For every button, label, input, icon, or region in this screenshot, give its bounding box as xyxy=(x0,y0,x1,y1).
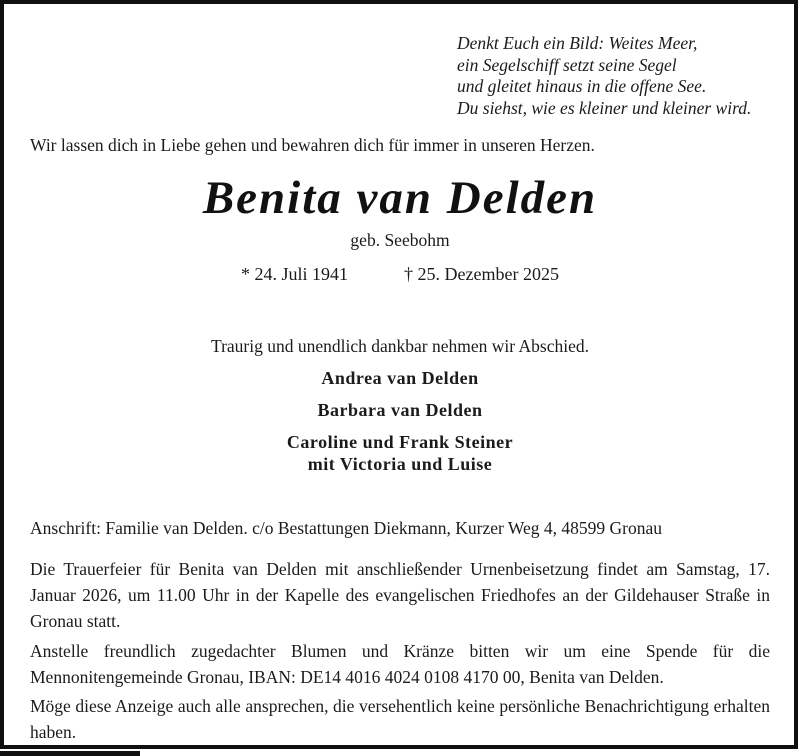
funeral-paragraph: Die Trauerfeier für Benita van Delden mit anschließender Urnenbeisetzung findet am Samstag, 17. Januar 2026, um 11.00 Uhr in der Kapelle des evangelischen Friedhofes an der Gildehauser Straße in Gronau statt. xyxy=(30,559,770,631)
closing-paragraph: Möge diese Anzeige auch alle ansprechen, die versehentlich keine persönliche Benachrichtigung erhalten haben. xyxy=(30,696,770,742)
address-line: Anschrift: Familie van Delden. c/o Bestattungen Diekmann, Kurzer Weg 4, 48599 Gronau xyxy=(30,518,662,538)
donation-paragraph: Anstelle freundlich zugedachter Blumen und Kränze bitten wir um eine Spende für die Mennonitengemeinde Gronau, IBAN: DE14 4016 4024 0108 4170 00, Benita van Delden. xyxy=(30,641,770,687)
farewell-text: Traurig und unendlich dankbar nehmen wir Abschied. xyxy=(211,336,589,356)
birth-date: * 24. Juli 1941 xyxy=(241,264,349,284)
deceased-name: Benita van Delden xyxy=(202,172,598,224)
mourner-name-1: Andrea van Delden xyxy=(321,368,479,388)
scan-edge-artifact xyxy=(0,751,140,756)
poem-line-3: und gleitet hinaus in die offene See. xyxy=(457,76,707,96)
poem-line-2: ein Segelschiff setzt seine Segel xyxy=(457,54,677,75)
maiden-name: geb. Seebohm xyxy=(350,230,450,250)
intro-text: Wir lassen dich in Liebe gehen und bewahren dich für immer in unseren Herzen. xyxy=(30,135,595,155)
poem-line-1: Denkt Euch ein Bild: Weites Meer, xyxy=(457,33,698,53)
mourner-name-2: Barbara van Delden xyxy=(317,400,483,420)
mourner-name-4: mit Victoria und Luise xyxy=(307,454,493,474)
life-dates xyxy=(30,264,770,284)
mourner-name-3: Caroline und Frank Steiner xyxy=(286,432,514,452)
poem-line-4: Du siehst, wie es kleiner und kleiner wird. xyxy=(457,97,752,118)
death-date: † 25. Dezember 2025 xyxy=(404,264,559,284)
poem-block xyxy=(457,33,770,119)
